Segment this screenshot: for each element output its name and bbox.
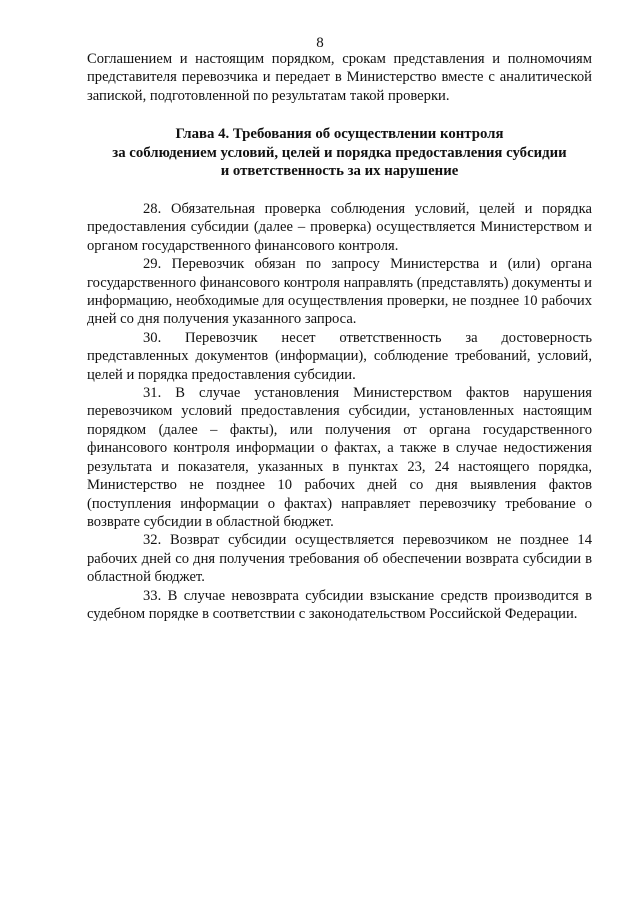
chapter-title-line: и ответственность за их нарушение <box>220 163 459 180</box>
paragraph-30: 30. Перевозчик несет ответственность за достоверность представленных документов (информации), соблюдение требований, условий, целей и порядка предоставления субсидии. <box>87 329 592 383</box>
intro-paragraph: Соглашением и настоящим порядком, срокам представления и полномочиям представителя перевозчика и передает в Министерство вместе с аналитической запиской, подготовленной по результатам такой проверки. <box>87 51 592 104</box>
paragraph-31: 31. В случае установления Министерством фактов нарушения перевозчиком условий предоставления субсидии, установленных настоящим порядком (далее – факты), или получения от органа государственного финансового контроля информации о фактах, а также в случае недостижения результата и показателя, указанных в пунктах 23, 24 настоящего порядка, Министерство не позднее 10 рабочих дней со дня выявления фактов (поступления информации о фактах) направляет перевозчику требование о возврате субсидии в областной бюджет. <box>87 385 592 530</box>
chapter-title-line: Глава 4. Требования об осуществлении контроля <box>175 126 504 143</box>
paragraph-32: 32. Возврат субсидии осуществляется перевозчиком не позднее 14 рабочих дней со дня получения требования об обеспечении возврата субсидии в областной бюджет. <box>87 532 592 586</box>
paragraph-33: 33. В случае невозврата субсидии взыскание средств производится в судебном порядке в соответствии с законодательством Российской Федерации. <box>87 587 592 622</box>
chapter-heading <box>87 125 592 181</box>
page-number: 8 <box>316 35 324 51</box>
paragraph-29: 29. Перевозчик обязан по запросу Министерства и (или) органа государственного финансового контроля направлять (представлять) документы и информацию, необходимые для осуществления проверки, не позднее 10 рабочих дней со дня получения указанного запроса. <box>87 256 592 328</box>
document-body <box>87 50 592 623</box>
chapter-title-line: за соблюдением условий, целей и порядка предоставления субсидии <box>112 144 567 161</box>
paragraph-28: 28. Обязательная проверка соблюдения условий, целей и порядка предоставления субсидии (далее – проверка) осуществляется Министерством и органом государственного финансового контроля. <box>87 201 592 254</box>
